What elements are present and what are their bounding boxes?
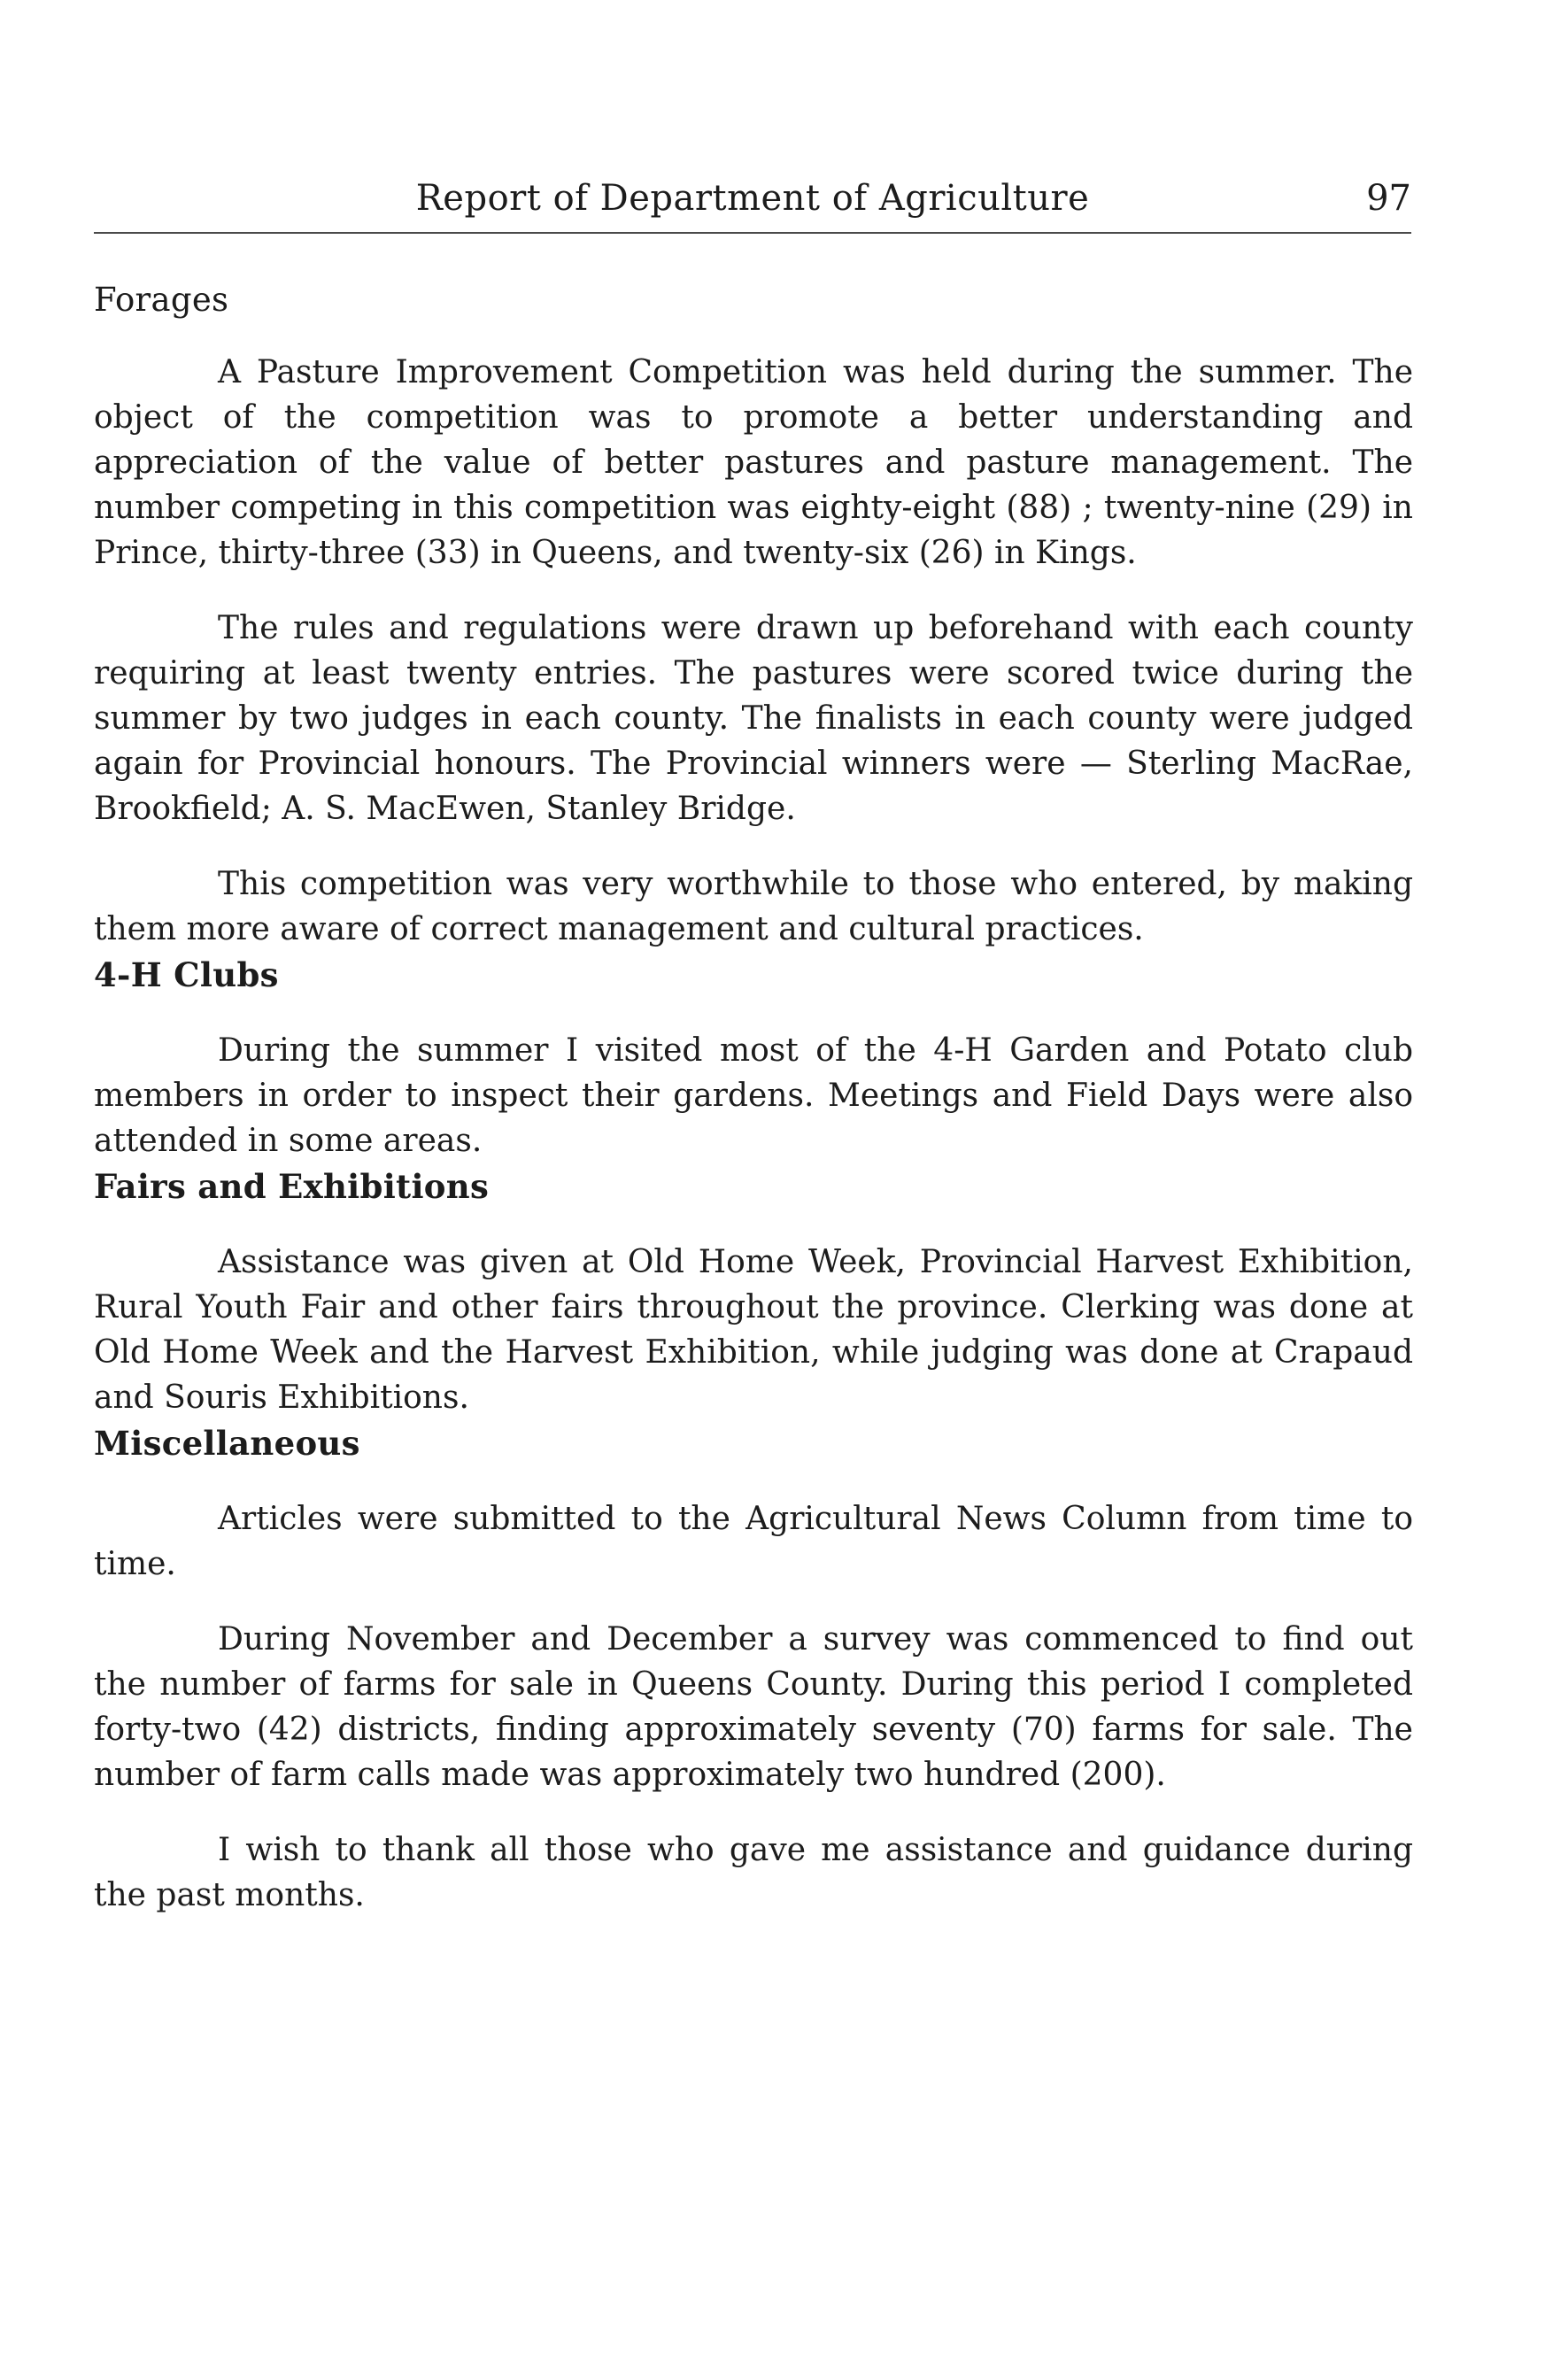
section-heading-forages: Forages	[94, 281, 229, 319]
section-heading-miscellaneous: Miscellaneous	[94, 1424, 360, 1463]
paragraph: During November and December a survey was commenced to find out the number of farms for sale in Queens County. During this period I completed forty-two (42) districts, finding approximately seventy (70) farms for sale. The number of farm calls made was approximately two hundred (200).	[94, 1621, 1413, 1793]
section-miscellaneous	[94, 1420, 1413, 1918]
section-4h-clubs	[94, 952, 1413, 1163]
page-body	[94, 277, 1413, 1918]
section-heading-4h-clubs: 4-H Clubs	[94, 955, 279, 994]
section-heading-fairs-exhibitions: Fairs and Exhibitions	[94, 1167, 490, 1206]
section-fairs-exhibitions	[94, 1163, 1413, 1420]
paragraph: Articles were submitted to the Agricultural News Column from time to time.	[94, 1501, 1413, 1582]
running-header	[94, 174, 1411, 223]
paragraph: During the summer I visited most of the 4-H Garden and Potato club members in order to inspect their gardens. Meetings and Field Days were also attended in some areas.	[94, 1032, 1413, 1159]
paragraph: Assistance was given at Old Home Week, Provincial Harvest Exhibition, Rural Youth Fair and other fairs throughout the province. Clerking was done at Old Home Week and the Harvest Exhibition, while judging was done at Crapaud and Souris Exhibitions.	[94, 1244, 1413, 1416]
page-number: 97	[1366, 178, 1411, 219]
paragraph: The rules and regulations were drawn up beforehand with each county requiring at least twenty entries. The pastures were scored twice during the summer by two judges in each county. The finalists in each county were judged again for Provincial honours. The Provincial winners were — Sterling MacRae, Brookfield; A. S. MacEwen, Stanley Bridge.	[94, 610, 1413, 827]
section-forages	[94, 277, 1413, 952]
header-rule	[94, 232, 1411, 234]
paragraph: I wish to thank all those who gave me assistance and guidance during the past months.	[94, 1832, 1413, 1913]
running-title: Report of Department of Agriculture	[415, 178, 1090, 219]
paragraph: A Pasture Improvement Competition was held during the summer. The object of the competition was to promote a better understanding and appreciation of the value of better pastures and pasture management. The number competing in this competition was eighty-eight (88) ; twenty-nine (29) in Prince, thirty-three (33) in Queens, and twenty-six (26) in Kings.	[94, 354, 1413, 571]
paragraph: This competition was very worthwhile to those who entered, by making them more aware of correct management and cultural practices.	[94, 866, 1413, 947]
